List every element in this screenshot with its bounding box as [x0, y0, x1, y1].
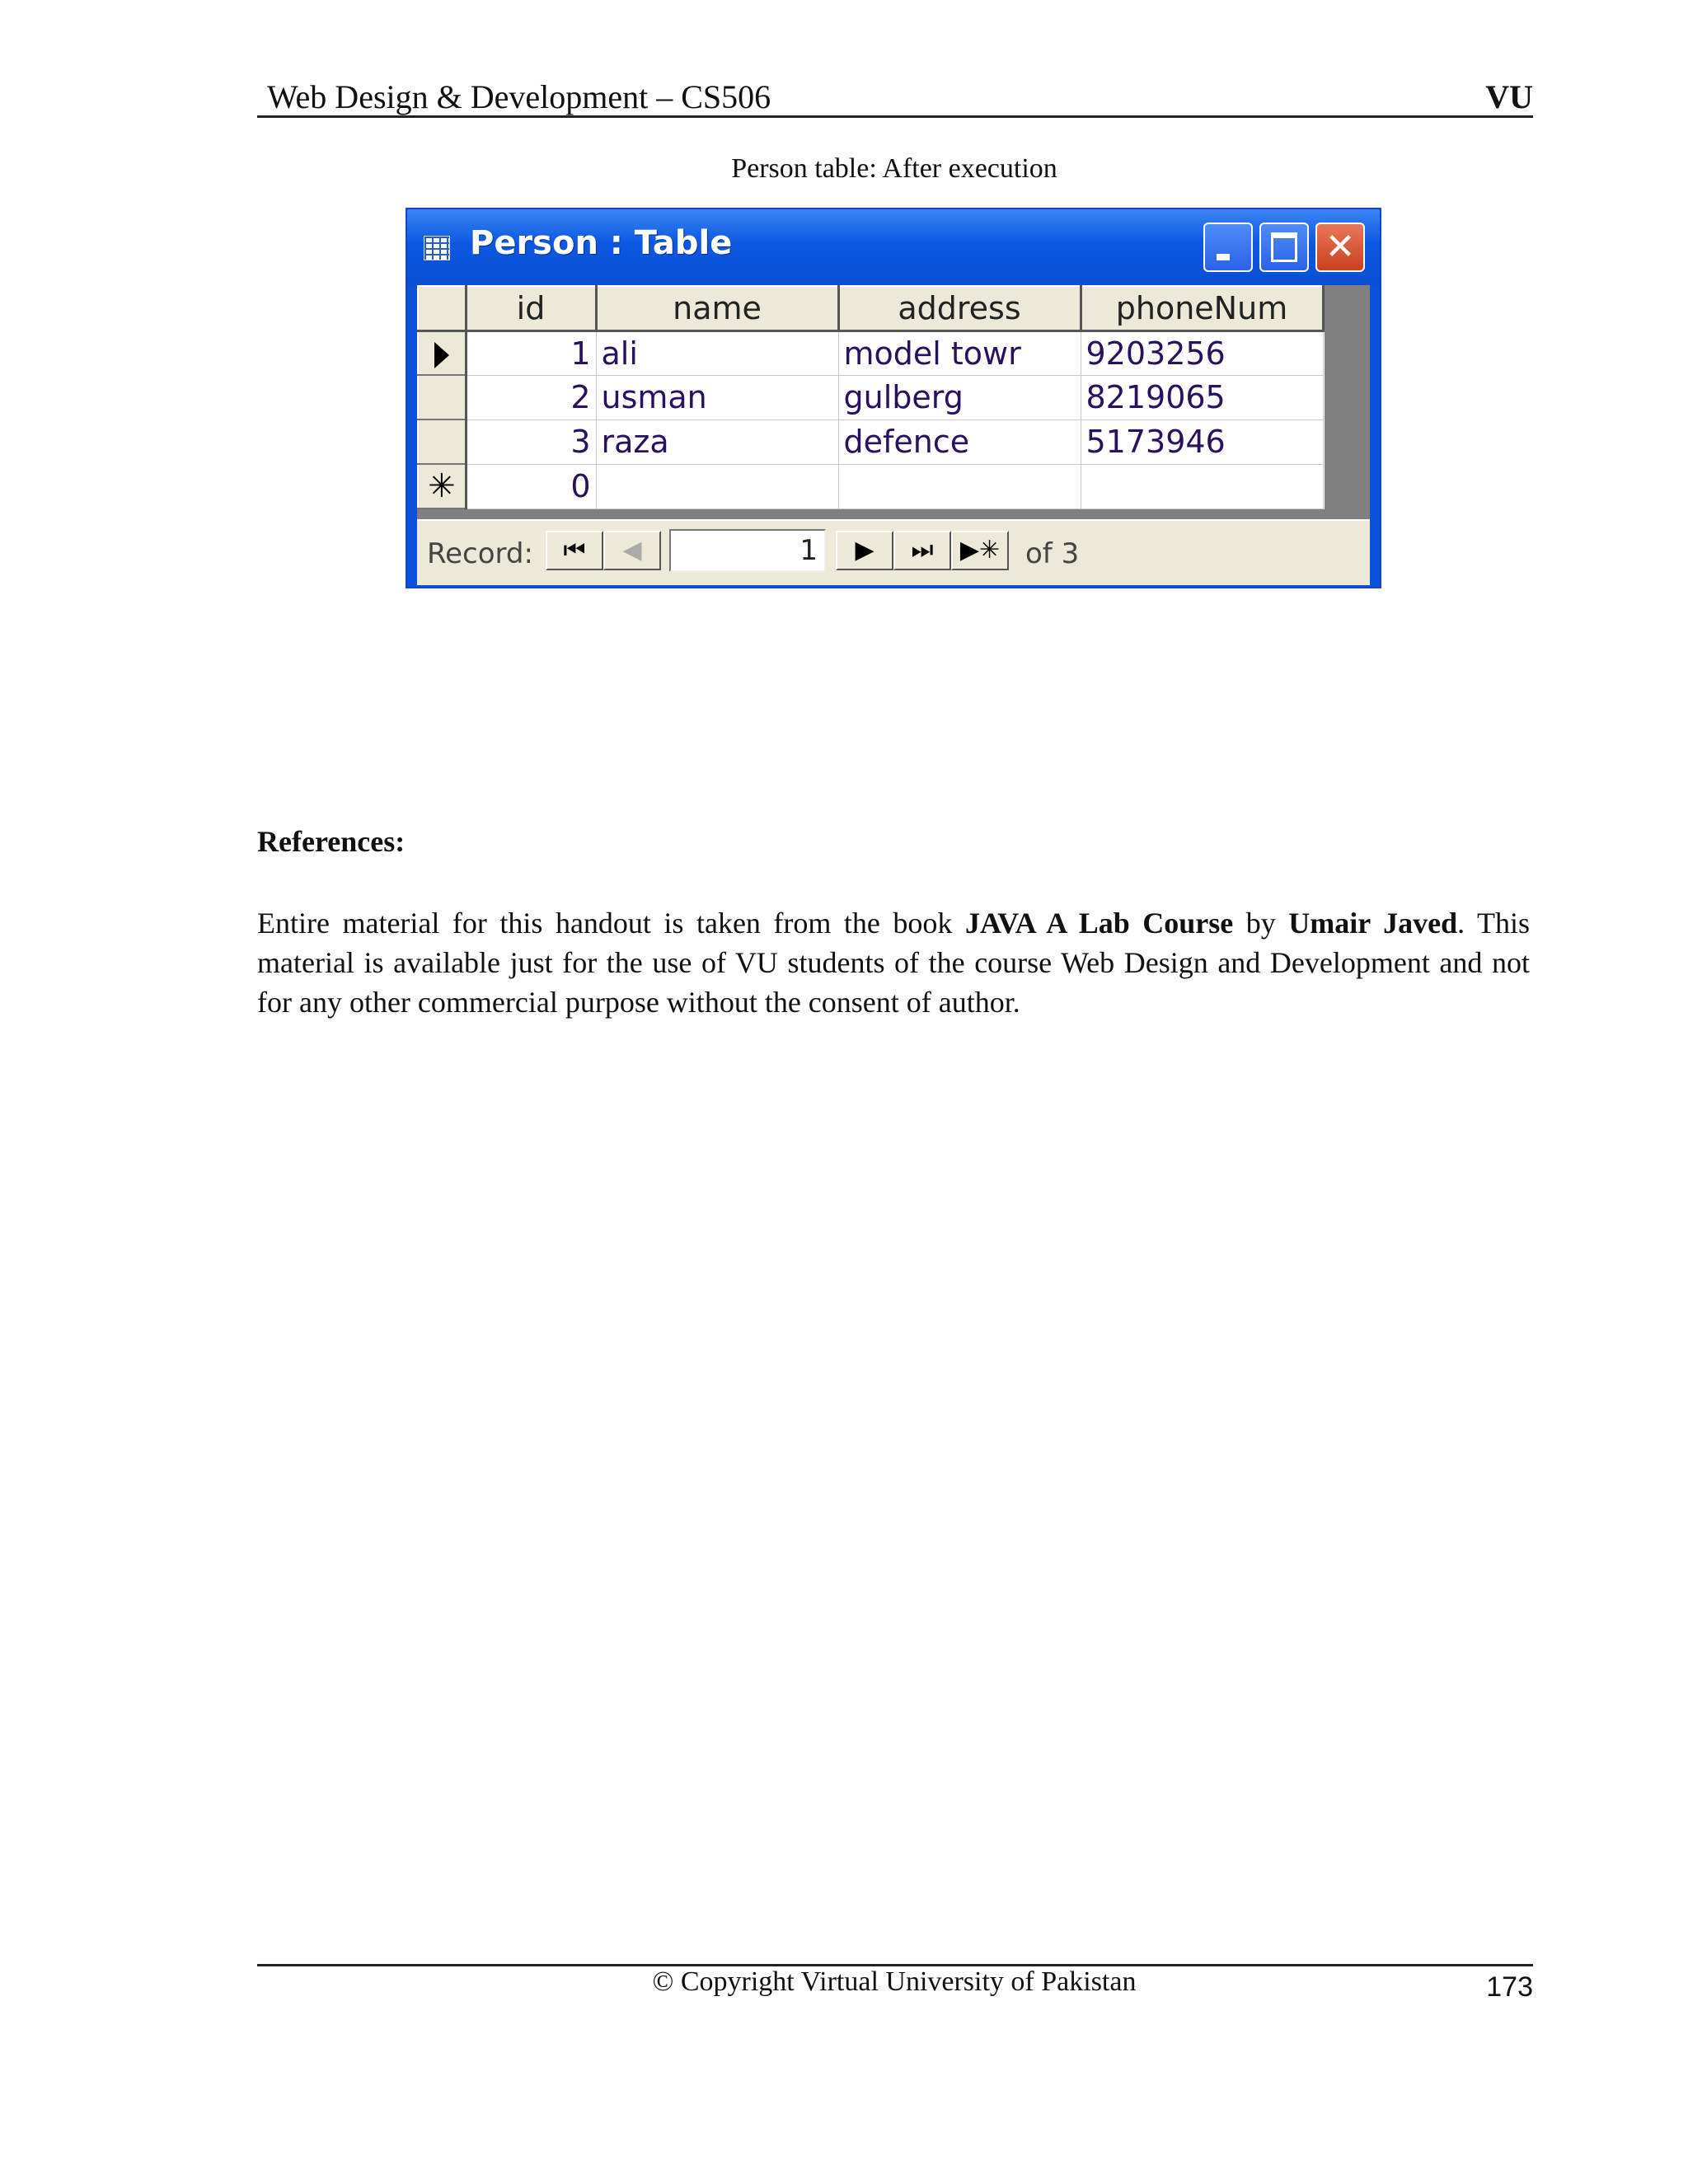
new-record-nav-icon: ▶✳ [959, 536, 1001, 565]
cell-address[interactable]: gulberg [838, 375, 1081, 419]
cell-id[interactable]: 3 [466, 419, 596, 464]
table-row [418, 419, 1323, 464]
maximize-button[interactable] [1259, 223, 1309, 272]
references-text-1: Entire material for this handout is taken from the book [257, 907, 965, 940]
cell-name[interactable]: ali [596, 330, 838, 375]
record-count: of 3 [1025, 537, 1080, 570]
cell-phone[interactable]: 8219065 [1081, 375, 1323, 419]
course-title: Web Design & Development – CS506 [267, 78, 771, 115]
first-record-button[interactable] [546, 531, 603, 570]
book-title: JAVA A Lab Course [964, 907, 1234, 940]
new-record-row [418, 464, 1323, 509]
column-header-name[interactable]: name [596, 286, 838, 330]
cell-id[interactable]: 2 [466, 375, 596, 419]
datasheet-grid [417, 285, 1325, 509]
institution-label: VU [1485, 78, 1533, 115]
close-button[interactable] [1315, 223, 1365, 272]
new-record-button[interactable] [951, 531, 1009, 570]
minimize-button[interactable] [1203, 223, 1253, 272]
cell-address[interactable]: model towr [838, 330, 1081, 375]
record-label: Record: [427, 537, 533, 570]
figure-caption: Person table: After execution [731, 153, 1057, 184]
datasheet-area [417, 285, 1370, 519]
header-row [418, 286, 1323, 330]
first-record-icon: ⏮ [563, 536, 586, 565]
window-title: Person : Table [470, 224, 733, 262]
current-record-arrow-icon [434, 342, 449, 368]
cell-phone[interactable]: 5173946 [1081, 419, 1323, 464]
table-icon [424, 236, 450, 260]
next-record-icon: ▶ [855, 536, 874, 565]
cell-name[interactable]: usman [596, 375, 838, 419]
last-record-button[interactable] [893, 531, 951, 570]
references-text-3: . This material is available just for the use of VU students of the course Web Design and Development and not for any other commercial purpose without the consent of author. [257, 907, 1531, 1019]
row-selector[interactable] [418, 375, 466, 419]
author-name: Umair Javed [1288, 907, 1458, 940]
record-navigation-bar [417, 519, 1370, 585]
column-header-address[interactable]: address [838, 286, 1081, 330]
new-record-icon: ✳ [427, 467, 456, 505]
cell-address[interactable]: defence [838, 419, 1081, 464]
column-header-phonenum[interactable]: phoneNum [1081, 286, 1323, 330]
footer-copyright: © Copyright Virtual University of Pakistan [652, 1966, 1137, 1997]
cell-id[interactable]: 0 [466, 464, 596, 509]
row-selector-header[interactable] [418, 286, 466, 330]
cell-phone[interactable] [1081, 464, 1323, 509]
person-table-window [406, 208, 1381, 588]
window-titlebar[interactable] [407, 209, 1380, 285]
cell-name[interactable] [596, 464, 838, 509]
record-number-input[interactable]: 1 [669, 529, 826, 572]
minimize-icon [1217, 254, 1230, 260]
previous-record-icon: ◀ [622, 536, 642, 565]
page-number: 173 [1486, 1971, 1533, 2003]
page-header [257, 76, 1533, 118]
row-selector[interactable] [418, 419, 466, 464]
references-text-2: by [1233, 907, 1289, 940]
next-record-button[interactable] [836, 531, 893, 570]
row-selector[interactable] [418, 464, 466, 509]
table-row [418, 330, 1323, 375]
cell-id[interactable]: 1 [466, 330, 596, 375]
last-record-icon: ⏭ [911, 536, 934, 565]
cell-name[interactable]: raza [596, 419, 838, 464]
cell-address[interactable] [838, 464, 1081, 509]
maximize-icon [1271, 232, 1297, 262]
column-header-id[interactable]: id [466, 286, 596, 330]
close-icon: ✕ [1325, 226, 1356, 268]
cell-phone[interactable]: 9203256 [1081, 330, 1323, 375]
references-paragraph [257, 903, 1530, 1022]
previous-record-button[interactable] [603, 531, 661, 570]
table-row [418, 375, 1323, 419]
row-selector[interactable] [418, 330, 466, 375]
references-heading: References: [257, 825, 406, 858]
